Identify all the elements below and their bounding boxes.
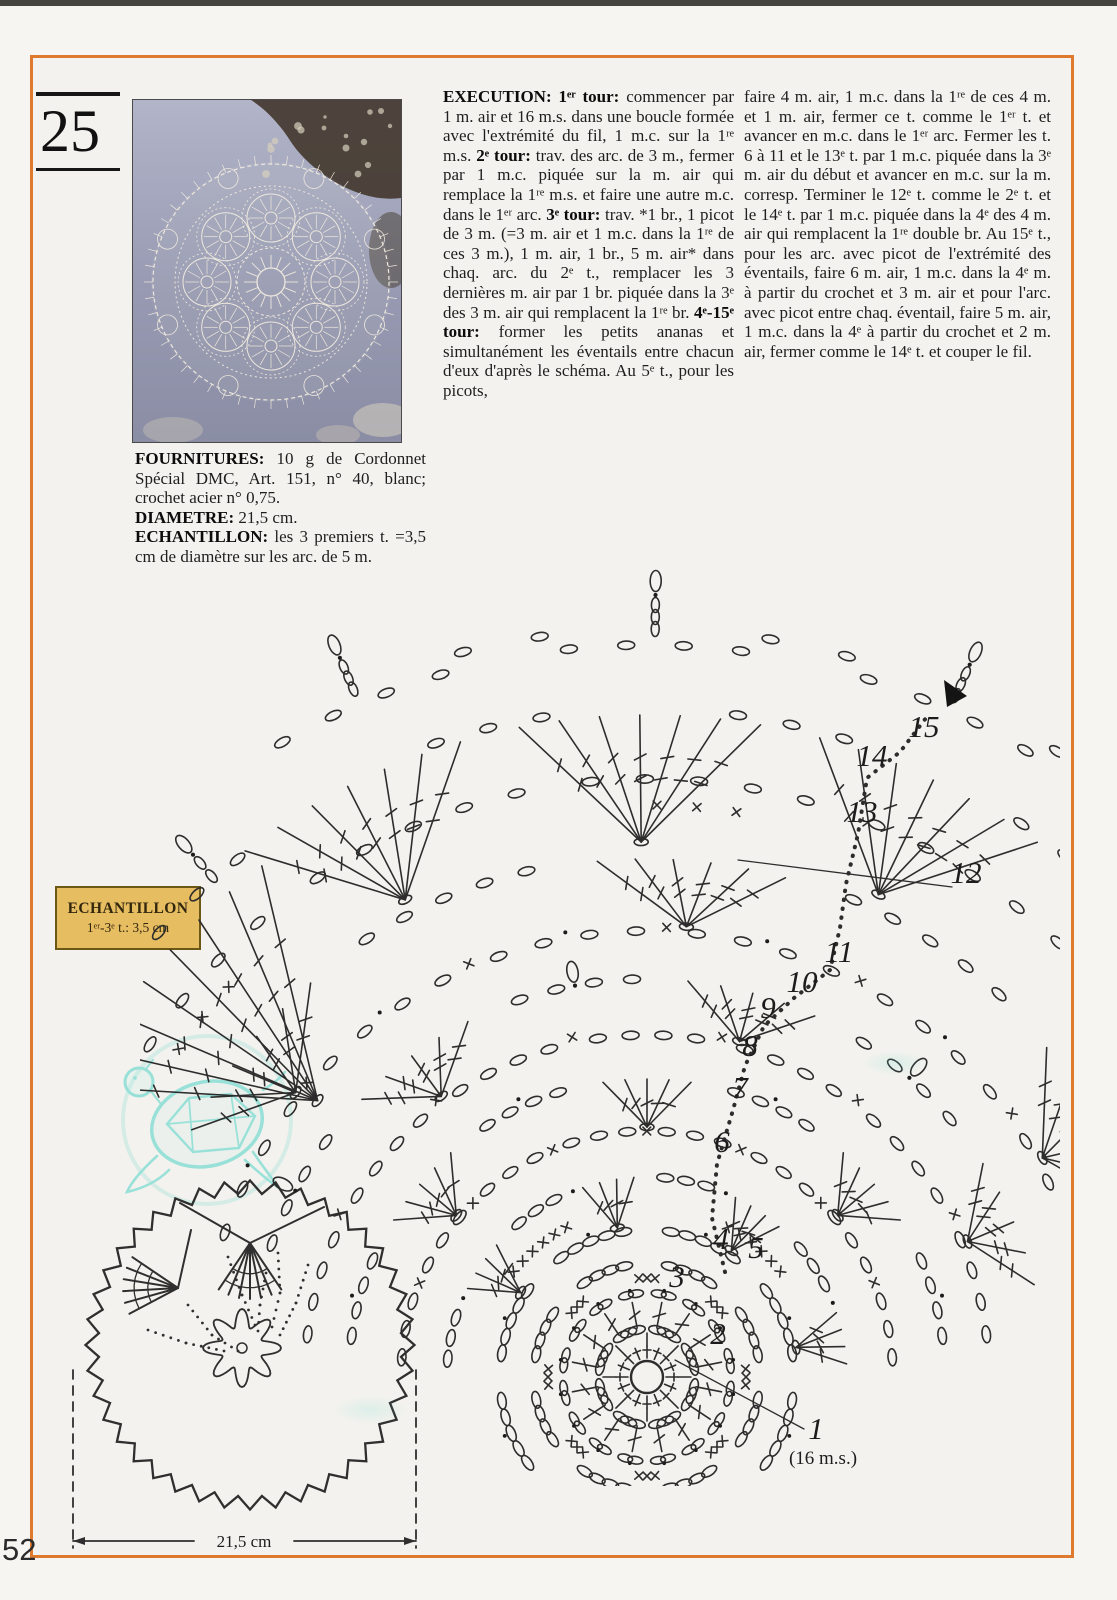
execution-text-col2: faire 4 m. air, 1 m.c. dans la 1ʳᵉ de ces 4 m. et 1 m. air, fermer ce t. comme le 1ᵉʳ t. et avancer en m.c. dans le 1ᵉʳ arc. Fermer les t. 6 à 11 et le 13ᵉ t. par 1 m.c. piquée dans la 3ᵉ m. air du début et avancer en m.c. sur la m. corresp. Terminer le 12ᵉ t. comme le 2ᵉ t. et le 14ᵉ t. par 1 m.c. piquée dans la 4ᵉ des 4 m. air qui remplacent la 1ʳᵉ double br. Au 15ᵉ t., pour les arc. avec picot de l'extrémité des éventails, faire 6 m. air, 1 m.c. dans la 4ᵉ m. à partir du crochet et 3 m. air et pour l'arc. avec picot entre chaq. éventail, faire 5 m. air, 1 m.c. dans la 4ᵉ à partir du crochet et 2 m. air, fermer comme le 14ᵉ t. et couper le fil. — [744, 87, 1051, 361]
fournitures-label: FOURNITURES: — [135, 449, 265, 468]
round-number-10: 10 — [786, 964, 818, 999]
dimension-label: 21,5 cm — [216, 1532, 272, 1551]
round-number-2: 2 — [710, 1316, 726, 1351]
diametre-value: 21,5 cm. — [234, 507, 298, 527]
round-number-13: 13 — [846, 794, 878, 829]
diametre-label: DIAMETRE: — [135, 507, 235, 527]
round-number-5: 5 — [748, 1230, 764, 1265]
round-number-3: 3 — [669, 1259, 685, 1294]
crochet-chart — [140, 460, 1060, 1486]
execution-text-col1: EXECUTION: 1ᵉʳ tour: commencer par 1 m. air et 16 m.s. dans une boucle formée avec l'extrémité du fil, 1 m.c. sur la 1ʳᵉ m.s. 2ᵉ tour: trav. des arc. de 3 m., fermer par 1 m.c. piquée sur la m. air qui remplace la 1ʳᵉ m.s. et faire une autre m.c. dans le 1ᵉʳ arc. 3ᵉ tour: trav. *1 br., 1 picot de 3 m. (=3 m. air et 1 m.c. dans la 1ʳᵉ de ces 3 m.), 1 m. air, 1 br., 5 m. air* dans chaq. arc. du 2ᵉ t., remplacer les 3 dernières m. air par 1 br. piquée dans la 3ᵉ des 3 m. air qui remplacent la 1ʳᵉ br. 4ᵉ-15ᵉ tour: former les petits ananas et simultanément les éventails entre chacun d'eux d'après le schéma. Au 5ᵉ t., pour les picots, — [443, 87, 735, 400]
echantillon-value: les 3 premiers t. =3,5 cm de diamètre sur les arc. de 5 m. — [135, 527, 426, 566]
gauge-box-title: ECHANTILLON — [67, 900, 189, 917]
round-number-12: 12 — [950, 855, 982, 890]
center-stitch-note: (16 m.s.) — [788, 1448, 858, 1469]
gauge-box-value: 1ᵉʳ-3ᵉ t.: 3,5 cm — [86, 920, 170, 935]
scan-edge — [0, 0, 1117, 6]
round-number-9: 9 — [760, 990, 776, 1025]
page-number: 52 — [2, 1532, 37, 1567]
pattern-number: 25 — [40, 98, 100, 164]
fournitures-value: 10 g de Cordonnet Spécial DMC, Art. 151, n° 40, blanc; crochet acier n° 0,75. — [135, 449, 426, 508]
round-number-7: 7 — [732, 1070, 748, 1105]
round-number-15: 15 — [908, 709, 940, 744]
round-number-4: 4 — [713, 1221, 729, 1256]
doily-photo — [132, 99, 402, 443]
echantillon-label: ECHANTILLON: — [135, 527, 269, 547]
round-number-8: 8 — [742, 1028, 758, 1063]
round-number-6: 6 — [714, 1124, 730, 1159]
rule-top — [36, 92, 120, 96]
doily-photo-art — [133, 100, 401, 442]
pattern-number-block — [36, 92, 120, 171]
round-number-1: 1 — [808, 1411, 824, 1446]
rule-bottom — [36, 168, 120, 171]
round-number-11: 11 — [824, 934, 854, 969]
round-number-14: 14 — [856, 738, 888, 773]
